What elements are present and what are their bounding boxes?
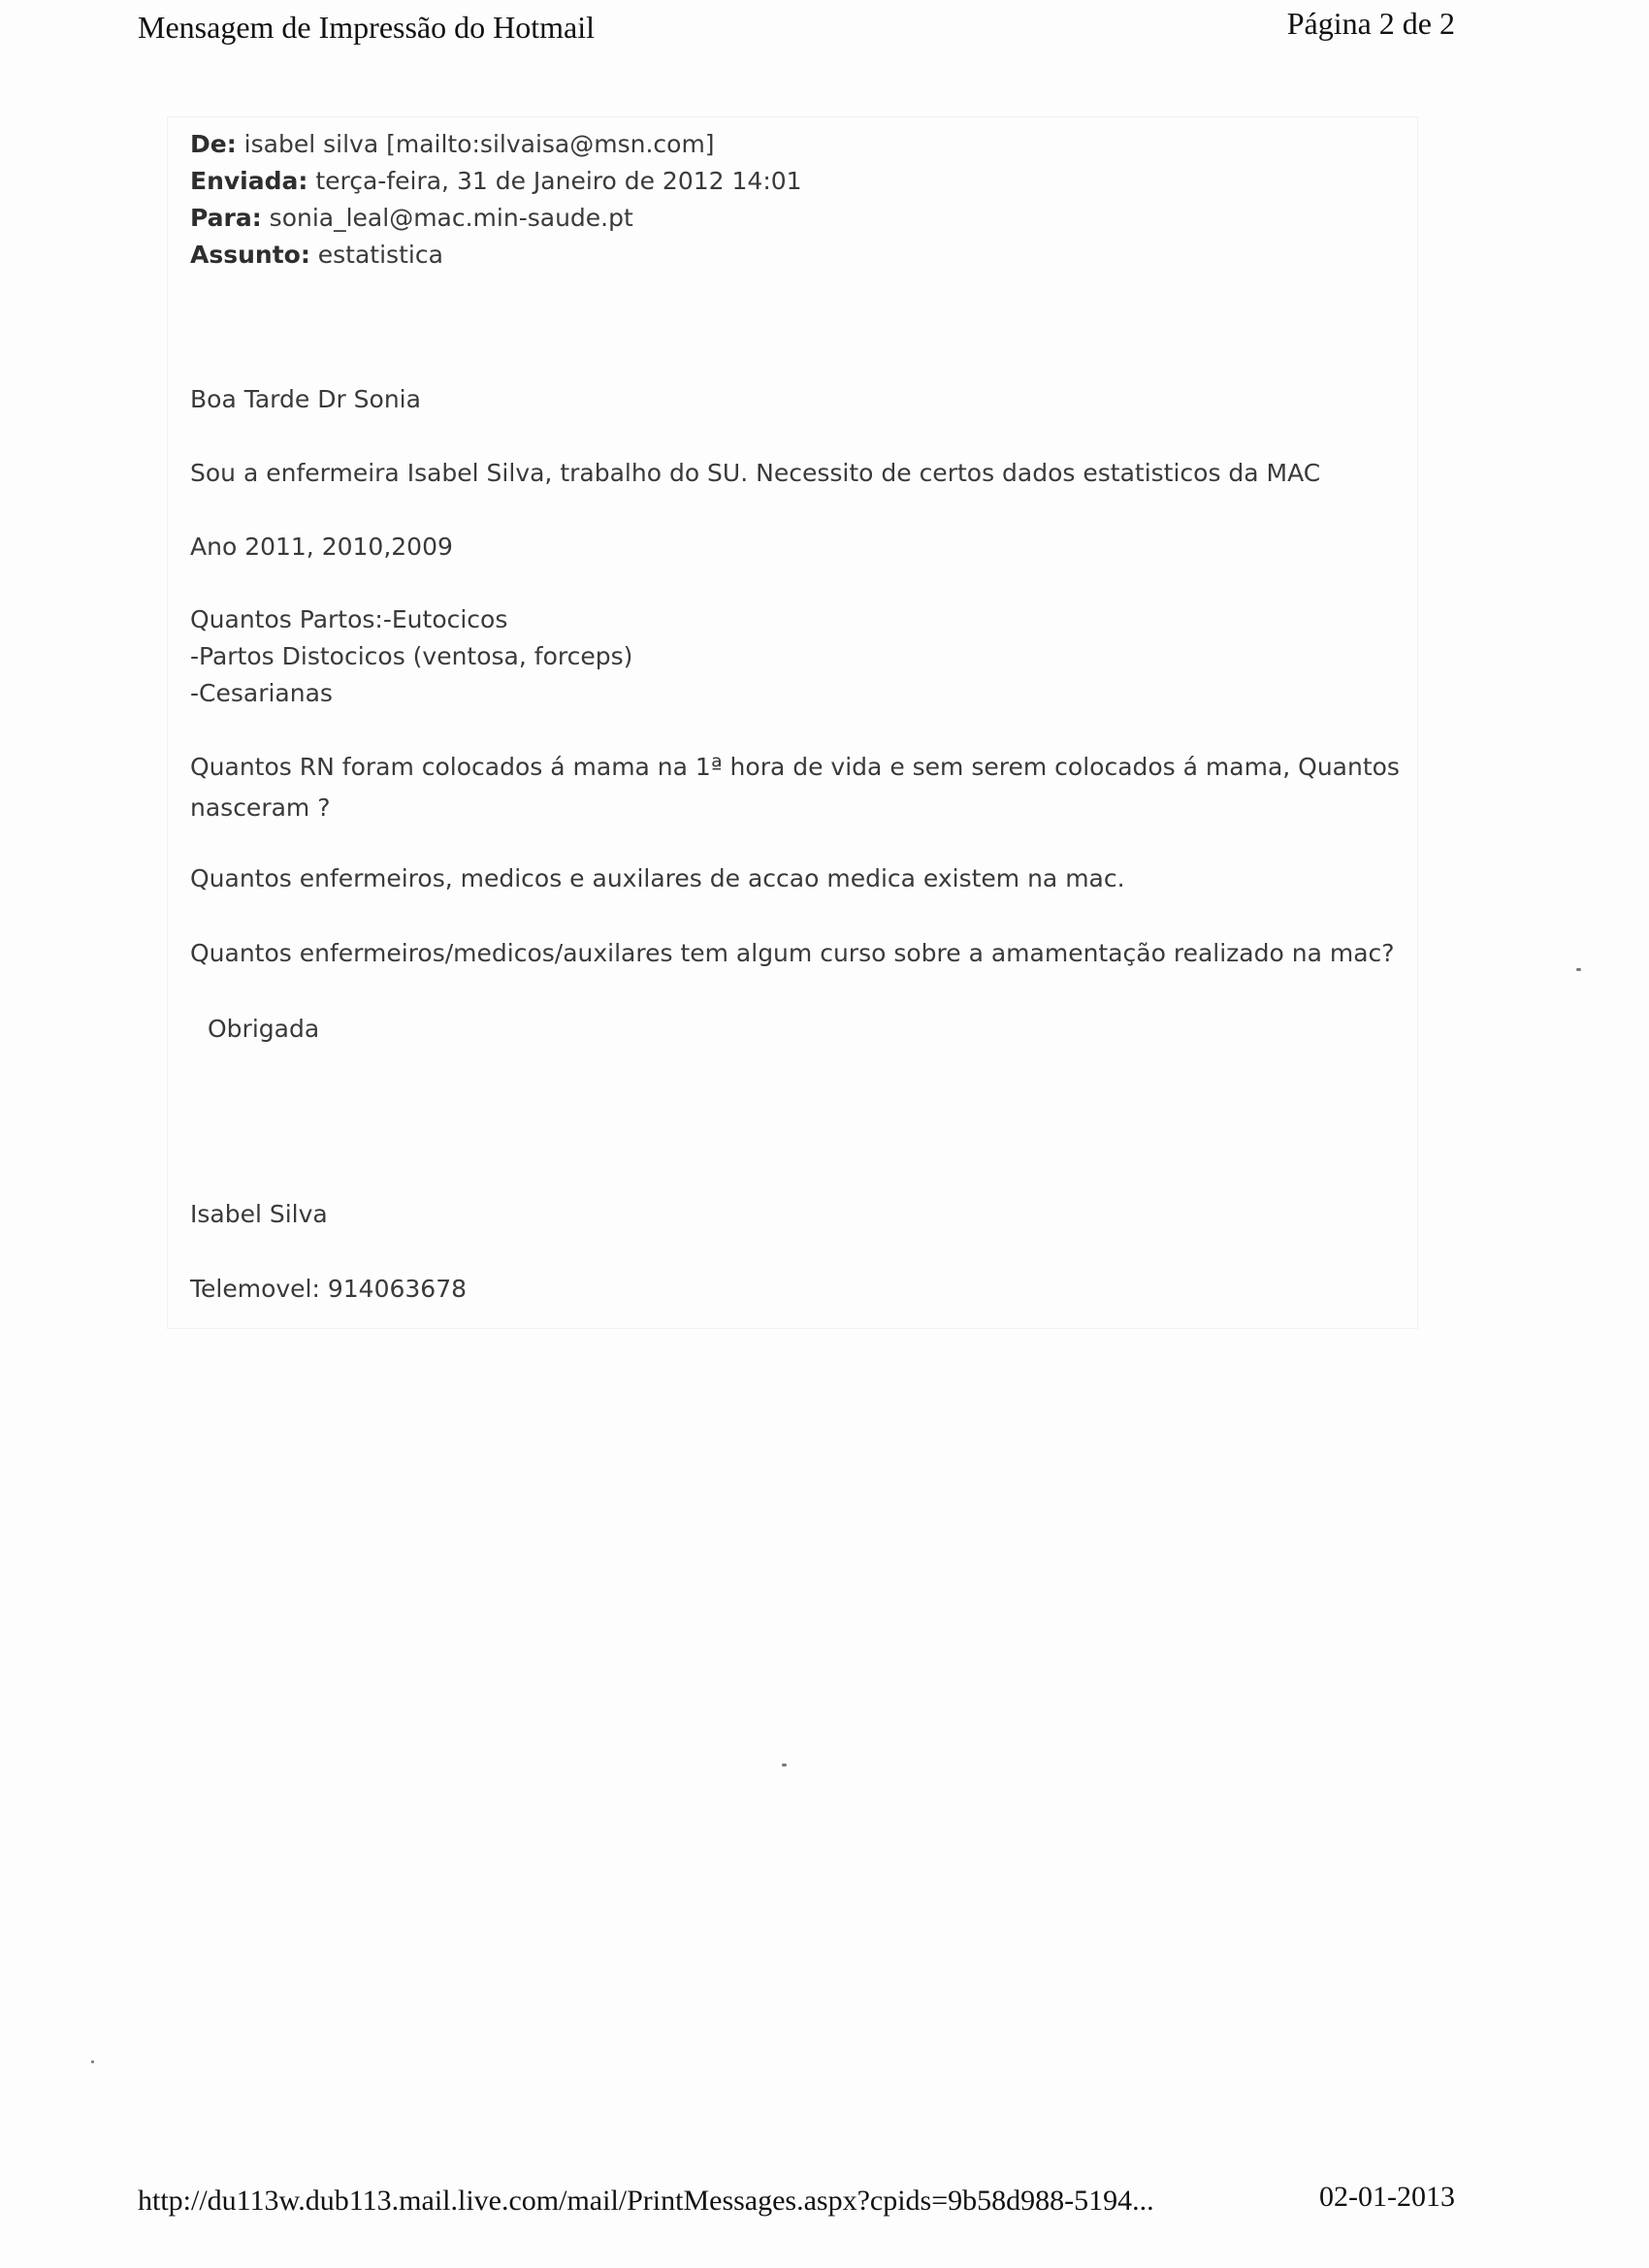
subject-label: Assunto:	[190, 241, 310, 269]
from-value: isabel silva [mailto:silvaisa@msn.com]	[243, 130, 715, 158]
course-question: Quantos enfermeiros/medicos/auxilares tem algum curso sobre a amamentação realizado na mac?	[190, 939, 1395, 967]
subject-line	[190, 237, 1403, 274]
thanks-line: Obrigada	[208, 1015, 320, 1043]
to-label: Para:	[190, 204, 262, 232]
page-number: Página 2 de 2	[1286, 6, 1455, 41]
print-date: 02-01-2013	[1319, 2181, 1455, 2213]
greeting: Boa Tarde Dr Sonia	[190, 385, 421, 413]
partos-line-3: -Cesarianas	[190, 679, 333, 707]
intro-paragraph: Sou a enfermeira Isabel Silva, trabalho do SU. Necessito de certos dados estatisticos da MAC	[190, 459, 1321, 487]
partos-line-1: Quantos Partos:-Eutocicos	[190, 605, 508, 633]
rn-question-line-2: nasceram ?	[190, 794, 331, 822]
subject-value: estatistica	[317, 241, 443, 269]
scan-speck	[782, 1764, 787, 1766]
from-line	[190, 126, 1403, 163]
rn-question-line-1: Quantos RN foram colocados á mama na 1ª hora de vida e sem serem colocados á mama, Quantos	[190, 753, 1400, 781]
sent-line	[190, 163, 1403, 200]
scan-speck	[1576, 968, 1581, 971]
staff-question: Quantos enfermeiros, medicos e auxilares de accao medica existem na mac.	[190, 864, 1125, 892]
scan-speck	[91, 2060, 94, 2063]
message-frame	[167, 116, 1418, 1329]
to-line	[190, 200, 1403, 237]
print-title: Mensagem de Impressão do Hotmail	[138, 10, 595, 45]
signature-name: Isabel Silva	[190, 1200, 328, 1228]
print-header	[138, 6, 1455, 54]
partos-line-2: -Partos Distocicos (ventosa, forceps)	[190, 642, 633, 670]
print-footer	[138, 2181, 1455, 2223]
sent-label: Enviada:	[190, 167, 308, 195]
footer-url: http://du113w.dub113.mail.live.com/mail/PrintMessages.aspx?cpids=9b58d988-5194...	[138, 2185, 1154, 2217]
from-label: De:	[190, 130, 237, 158]
years-line: Ano 2011, 2010,2009	[190, 533, 453, 561]
email-message	[190, 126, 1403, 1303]
to-value: sonia_leal@mac.min-saude.pt	[269, 204, 633, 232]
phone-line: Telemovel: 914063678	[190, 1275, 468, 1303]
sent-value: terça-feira, 31 de Janeiro de 2012 14:01	[315, 167, 802, 195]
